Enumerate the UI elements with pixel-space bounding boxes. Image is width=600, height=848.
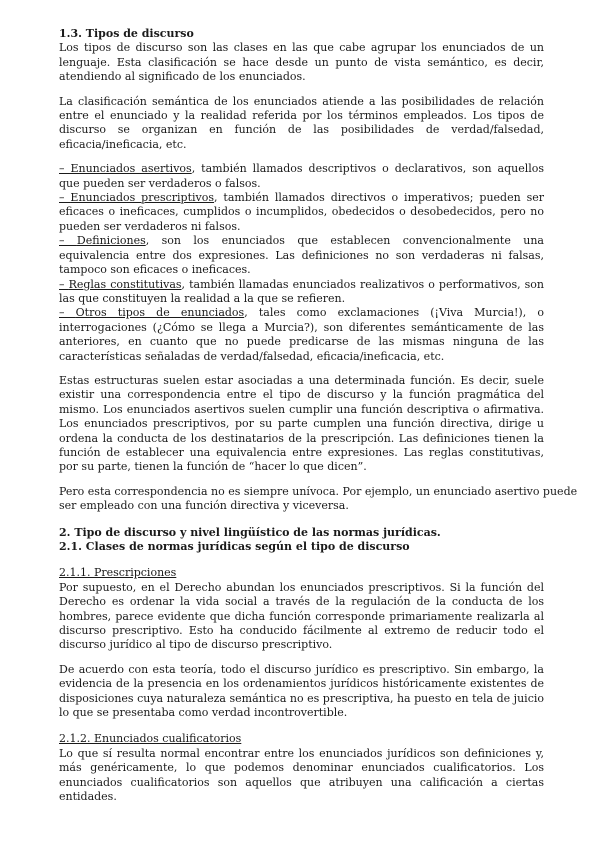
- description-asertivos: , también llamados descriptivos o declarativos, son aquellos que pueden ser verdaderos o falsos.: [59, 162, 545, 190]
- paragraph-prescripciones: Por supuesto, en el Derecho abundan los enunciados prescriptivos. Si la función del Derecho es ordenar la vida social a través de la regulación de la conducta de los hombres, parece evidente que dicha función corresponde primariamente realizarla al discurso prescriptivo. Esto ha conducido fácilmente al extremo de reducir todo el discurso jurídico al tipo de discurso prescriptivo.: [59, 580, 544, 652]
- term-asertivos: Enunciados asertivos: [70, 162, 192, 176]
- list-item-dash: –: [59, 234, 77, 248]
- term-otros: Otros tipos de enunciados: [75, 306, 245, 320]
- term-definiciones: Definiciones: [76, 234, 146, 248]
- paragraph-correspondence-line-1: Pero esta correspondencia no es siempre unívoca. Por ejemplo, un enunciado asertivo puede: [59, 484, 578, 498]
- paragraph-cualificatorios: Lo que sí resulta normal encontrar entre los enunciados jurídicos son definiciones y, más genéricamente, lo que podemos denominar enunciados cualificatorios. Los enunciados cualificatorios son aquellos que atribuyen una calificación a ciertas entidades.: [59, 746, 544, 804]
- list-item-dash: –: [59, 306, 76, 320]
- list-item-reglas: [59, 278, 544, 307]
- section-heading-1-3: 1.3. Tipos de discurso: [59, 27, 194, 40]
- section-heading-2-1-1: 2.1.1. Prescripciones: [59, 566, 177, 580]
- document-page: [59, 27, 578, 805]
- description-definiciones: , son los enunciados que establecen convencionalmente una equivalencia entre dos expresiones. Las definiciones no son verdaderas ni falsas, tampoco son eficaces o ineficaces.: [59, 234, 544, 277]
- list-item-otros: [59, 306, 544, 364]
- paragraph-correspondence: [59, 484, 578, 514]
- description-prescriptivos: , también llamados directivos o imperativos; pueden ser eficaces o ineficaces, cumplidos o incumplidos, obedecidos o desobedecidos, pero no pueden ser verdaderos ni falsos.: [59, 191, 544, 233]
- paragraph-teoria: De acuerdo con esta teoría, todo el discurso jurídico es prescriptivo. Sin embargo, la evidencia de la presencia en los ordenamientos jurídicos históricamente existentes de disposiciones cuya naturaleza semántica no es prescriptiva, ha puesto en tela de juicio lo que se presentaba como verdad incontrovertible.: [59, 662, 544, 720]
- list-item-dash: –: [59, 277, 69, 291]
- term-reglas: Reglas constitutivas: [68, 277, 182, 291]
- paragraph-functions: Estas estructuras suelen estar asociadas a una determinada función. Es decir, suele existir una correspondencia entre el tipo de discurso y la función pragmática del mismo. Los enunciados asertivos suelen cumplir una función descriptiva o afirmativa. Los enunciados prescriptivos, por su parte cumplen una función directiva, dirige u ordena la conducta de los destinatarios de la prescripción. Las definiciones tienen la función de establecer una equivalencia entre expresiones. Las reglas constitutivas, por su parte, tienen la función de “hacer lo que dicen”.: [59, 373, 544, 474]
- paragraph-correspondence-line-2: ser empleado con una función directiva y viceversa.: [59, 499, 349, 513]
- term-prescriptivos: Enunciados prescriptivos: [70, 191, 215, 205]
- paragraph-semantic-classification: La clasificación semántica de los enunciados atiende a las posibilidades de relación entre el enunciado y la realidad referida por los términos empleados. Los tipos de discurso se organizan en función de las posibilidades de verdad/falsedad, eficacia/ineficacia, etc.: [59, 94, 544, 151]
- description-otros: , tales como exclamaciones (¡Viva Murcia!), o interrogaciones (¿Cómo se llega a Murcia?), son diferentes semánticamente de las anteriores, en cuanto que no puede predicarse de las mismas ninguna de las características señaladas de verdad/falsedad, eficacia/ineficacia, etc.: [59, 306, 544, 363]
- section-heading-2-1: 2.1. Clases de normas jurídicas según el tipo de discurso: [59, 540, 410, 553]
- list-item-dash: –: [59, 191, 71, 205]
- section-heading-2-1-2: 2.1.2. Enunciados cualificatorios: [59, 732, 242, 746]
- discourse-types-list: [59, 162, 544, 364]
- paragraph-types-intro: Los tipos de discurso son las clases en las que cabe agrupar los enunciados de un lenguaje. Esta clasificación se hace desde un punto de vista semántico, es decir, atendiendo al significado de los enunciados.: [59, 41, 544, 84]
- list-item-definiciones: [59, 234, 544, 277]
- list-item-prescriptivos: [59, 191, 544, 234]
- list-item-dash: –: [59, 162, 71, 176]
- list-item-asertivos: [59, 162, 544, 191]
- section-heading-2: 2. Tipo de discurso y nivel lingüístico de las normas jurídicas.: [59, 525, 441, 539]
- description-reglas: , también llamadas enunciados realizativos o performativos, son las que constituyen la realidad a la que se refieren.: [59, 277, 545, 305]
